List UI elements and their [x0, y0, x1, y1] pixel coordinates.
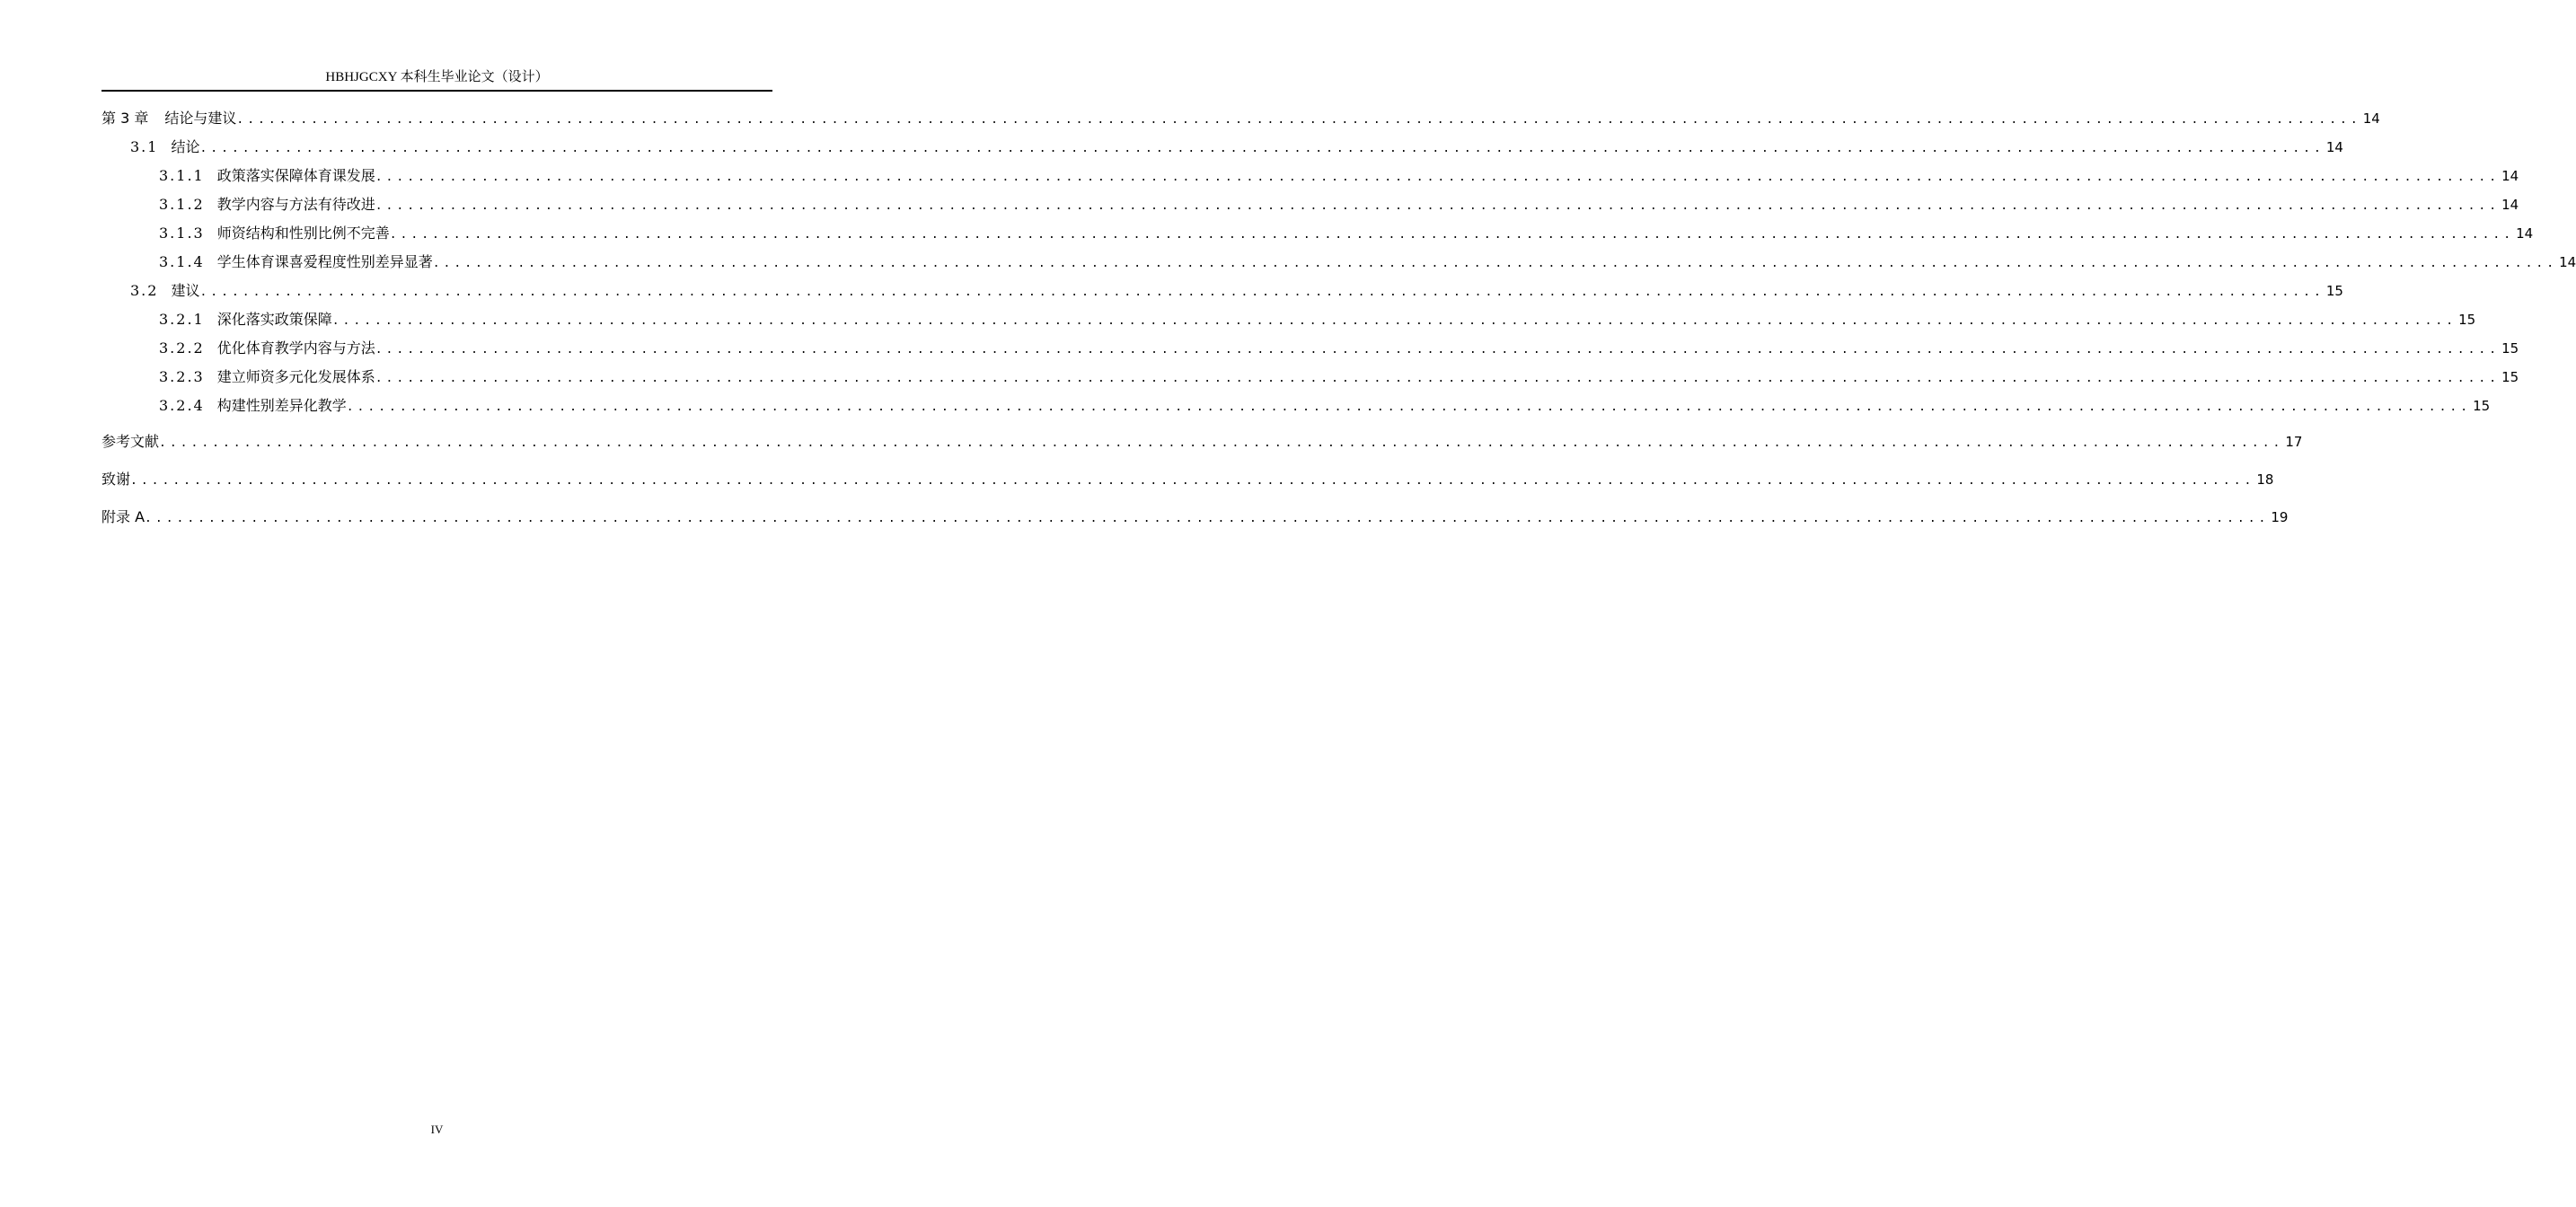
toc-entry-title: 建立师资多元化发展体系: [216, 368, 375, 385]
toc-entry-page: 14: [2559, 254, 2576, 270]
toc-entry-3-1-1[interactable]: [101, 163, 2519, 192]
toc-entry-title: 优化体育教学内容与方法: [216, 339, 375, 357]
toc-entry-3-2-2[interactable]: [101, 336, 2519, 365]
toc-leader-dots: ........................................................................................................................................................................................................: [130, 474, 2255, 488]
toc-entry-page: 15: [2473, 398, 2491, 414]
toc-entry-number: 3.2.3: [159, 368, 205, 385]
toc-leader-dots: ........................................................................................................................................................................................................: [145, 512, 2270, 525]
toc-entry-page: 14: [2325, 139, 2343, 155]
toc-entry-title: 政策落实保障体育课发展: [216, 167, 375, 184]
toc-entry-references[interactable]: [101, 422, 2303, 460]
toc-leader-dots: ........................................................................................................................................................................................................: [375, 343, 2501, 357]
toc-entry-page: 14: [2516, 225, 2534, 242]
toc-entry-3-2[interactable]: [101, 278, 2343, 307]
toc-entry-number: 3.1: [130, 138, 159, 155]
toc-entry-title: 学生体育课喜爱程度性别差异显著: [216, 253, 433, 270]
toc-leader-dots: ........................................................................................................................................................................................................: [375, 171, 2501, 184]
toc-entry-3-2-3[interactable]: [101, 365, 2519, 393]
toc-entry-title: 教学内容与方法有待改进: [216, 196, 375, 213]
toc-leader-dots: ........................................................................................................................................................................................................: [199, 142, 2325, 155]
toc-entry-title: 建议: [171, 282, 200, 299]
toc-leader-dots: ........................................................................................................................................................................................................: [346, 401, 2472, 414]
toc-entry-number: 3.2.1: [159, 311, 205, 328]
toc-entry-title: 参考文献: [101, 433, 160, 450]
toc-leader-dots: ........................................................................................................................................................................................................: [389, 228, 2515, 242]
toc-leader-dots: ........................................................................................................................................................................................................: [375, 199, 2501, 213]
toc-entry-page: 19: [2271, 509, 2289, 525]
toc-entry-acknowledgements[interactable]: [101, 460, 2274, 498]
toc-entry-title: 附录 A: [101, 508, 146, 525]
toc-entry-3-1-2[interactable]: [101, 192, 2519, 221]
toc-entry-page: 15: [2325, 283, 2343, 299]
toc-entry-appendix-a[interactable]: [101, 498, 2289, 535]
header-rule: [101, 90, 772, 92]
page-number: IV: [430, 1123, 444, 1136]
toc-leader-dots: ........................................................................................................................................................................................................: [159, 436, 2284, 450]
toc-entry-3-1-4[interactable]: [101, 250, 2576, 278]
toc-entry-3-1-3[interactable]: [101, 221, 2534, 250]
toc-entry-number: 3.2.4: [159, 397, 205, 414]
toc-entry-page: 15: [2501, 340, 2519, 357]
toc-entry-number: 3.1.3: [159, 225, 205, 242]
toc-entry-number: 3.2.2: [159, 339, 205, 357]
toc-leader-dots: ........................................................................................................................................................................................................: [375, 372, 2501, 385]
toc-entry-page: 14: [2501, 197, 2519, 213]
toc-entry-number: 第 3 章: [101, 110, 149, 127]
toc-entry-title: 深化落实政策保障: [216, 311, 332, 328]
toc-entry-page: 18: [2256, 471, 2274, 488]
toc-entry-3-2-4[interactable]: [101, 393, 2491, 422]
toc-leader-dots: ........................................................................................................................................................................................................: [236, 113, 2361, 127]
toc-entry-number: 3.2: [130, 282, 159, 299]
toc-entry-number: 3.1.2: [159, 196, 205, 213]
table-of-contents: [101, 106, 2576, 535]
toc-entry-3-2-1[interactable]: [101, 307, 2476, 336]
toc-leader-dots: ........................................................................................................................................................................................................: [331, 314, 2457, 328]
toc-entry-page: 14: [2501, 168, 2519, 184]
toc-entry-number: 3.1.4: [159, 253, 205, 270]
toc-entry-3-1[interactable]: [101, 135, 2343, 163]
toc-entry-title: 结论与建议: [164, 110, 237, 127]
toc-entry-page: 15: [2458, 312, 2476, 328]
toc-entry-number: 3.1.1: [159, 167, 205, 184]
toc-entry-title: 结论: [171, 138, 200, 155]
toc-entry-page: 17: [2285, 434, 2303, 450]
toc-leader-dots: ........................................................................................................................................................................................................: [199, 286, 2325, 299]
page-header-title: HBHJGCXY 本科生毕业论文（设计）: [325, 70, 549, 84]
toc-leader-dots: ........................................................................................................................................................................................................: [432, 257, 2558, 270]
toc-entry-title: 构建性别差异化教学: [216, 397, 347, 414]
toc-entry-chapter-3[interactable]: [101, 106, 2380, 135]
toc-entry-title: 致谢: [101, 471, 131, 488]
toc-entry-page: 14: [2362, 110, 2380, 127]
toc-entry-page: 15: [2501, 369, 2519, 385]
toc-entry-title: 师资结构和性别比例不完善: [216, 225, 390, 242]
